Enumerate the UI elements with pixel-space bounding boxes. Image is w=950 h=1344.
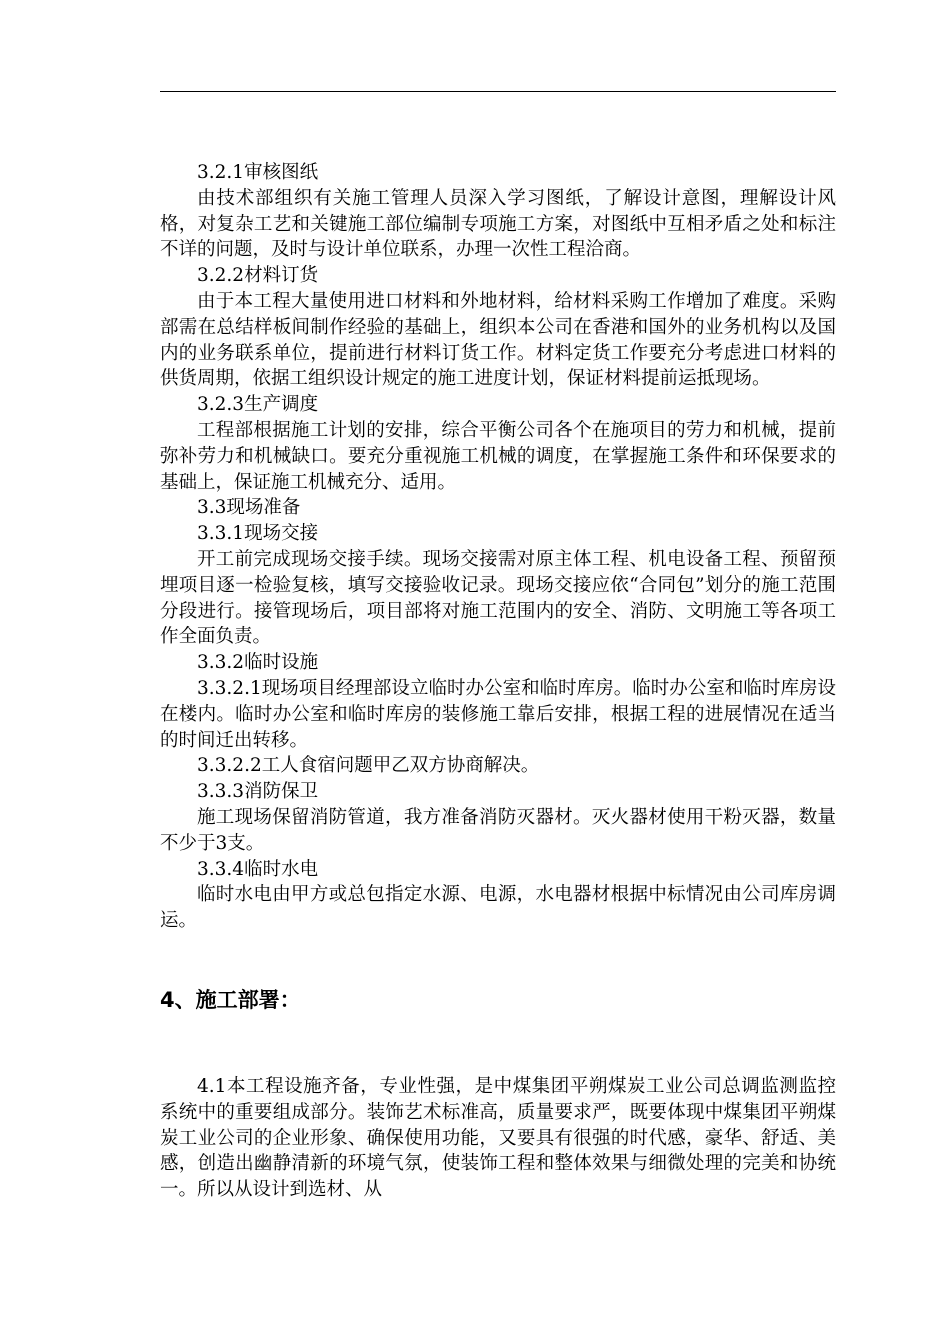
subsection-heading-3-3-1: 3.3.1现场交接 xyxy=(197,523,319,545)
paragraph-production-scheduling: 工程部根据施工计划的安排，综合平衡公司各个在施项目的劳力和机械，提前弥补劳力和机械缺口。要充分重视施工机械的调度，在掌握施工条件和环保要求的基础上，保证施工机械充分、适用。 xyxy=(160,419,836,493)
subsection-heading-3-2-3: 3.2.3生产调度 xyxy=(197,394,319,416)
paragraph-temporary-facilities-1: 3.3.2.1现场项目经理部设立临时办公室和临时库房。临时办公室和临时库房设在楼内。临时办公室和临时库房的装修施工靠后安排，根据工程的进展情况在适当的时间迁出转移。 xyxy=(160,677,836,751)
document-body xyxy=(160,160,836,1203)
paragraph-material-ordering: 由于本工程大量使用进口材料和外地材料，给材料采购工作增加了难度。采购部需在总结样板间制作经验的基础上，组织本公司在香港和国外的业务机构以及国内的业务联系单位，提前进行材料订货工作。材料定货工作要充分考虑进口材料的供货周期，依据工组织设计规定的施工进度计划，保证材料提前运抵现场。 xyxy=(160,290,836,390)
subsection-heading-3-2-1: 3.2.1审核图纸 xyxy=(197,162,319,183)
section-heading: 4、施工部署： xyxy=(160,987,301,1012)
paragraph-site-handover: 开工前完成现场交接手续。现场交接需对原主体工程、机电设备工程、预留预埋项目逐一检验复核，填写交接验收记录。现场交接应依“合同包”划分的施工范围分段进行。接管现场后，项目部将对施工范围内的安全、消防、文明施工等各项工作全面负责。 xyxy=(160,548,836,648)
subsection-heading-3-3: 3.3现场准备 xyxy=(197,497,301,519)
paragraph-review-drawings: 由技术部组织有关施工管理人员深入学习图纸，了解设计意图，理解设计风格，对复杂工艺和关键施工部位编制专项施工方案，对图纸中互相矛盾之处和标注不详的问题，及时与设计单位联系，办理一次性工程洽商。 xyxy=(160,187,836,261)
paragraph-temporary-facilities-2: 3.3.2.2工人食宿问题甲乙双方协商解决。 xyxy=(197,755,540,777)
spacer xyxy=(160,934,836,986)
subsection-heading-3-3-3: 3.3.3消防保卫 xyxy=(197,781,319,803)
paragraph-fire-safety: 施工现场保留消防管道，我方准备消防灭器材。灭火器材使用干粉灭器，数量不少于3支。 xyxy=(160,806,836,854)
paragraph-temporary-utilities: 临时水电由甲方或总包指定水源、电源，水电器材根据中标情况由公司库房调运。 xyxy=(160,884,836,932)
subsection-heading-3-2-2: 3.2.2材料订货 xyxy=(197,265,319,287)
spacer xyxy=(160,1014,836,1074)
subsection-heading-3-3-4: 3.3.4临时水电 xyxy=(197,858,319,880)
header-rule xyxy=(160,91,836,92)
paragraph-deployment-4-1: 4.1本工程设施齐备，专业性强，是中煤集团平朔煤炭工业公司总调监测监控系统中的重要组成部分。装饰艺术标准高，质量要求严，既要体现中煤集团平朔煤炭工业公司的企业形象、确保使用功能，又要具有很强的时代感，豪华、舒适、美感，创造出幽静清新的环境气氛，使装饰工程和整体效果与细微处理的完美和协统一。所以从设计到选材、从 xyxy=(160,1075,836,1201)
subsection-heading-3-3-2: 3.3.2临时设施 xyxy=(197,652,319,674)
